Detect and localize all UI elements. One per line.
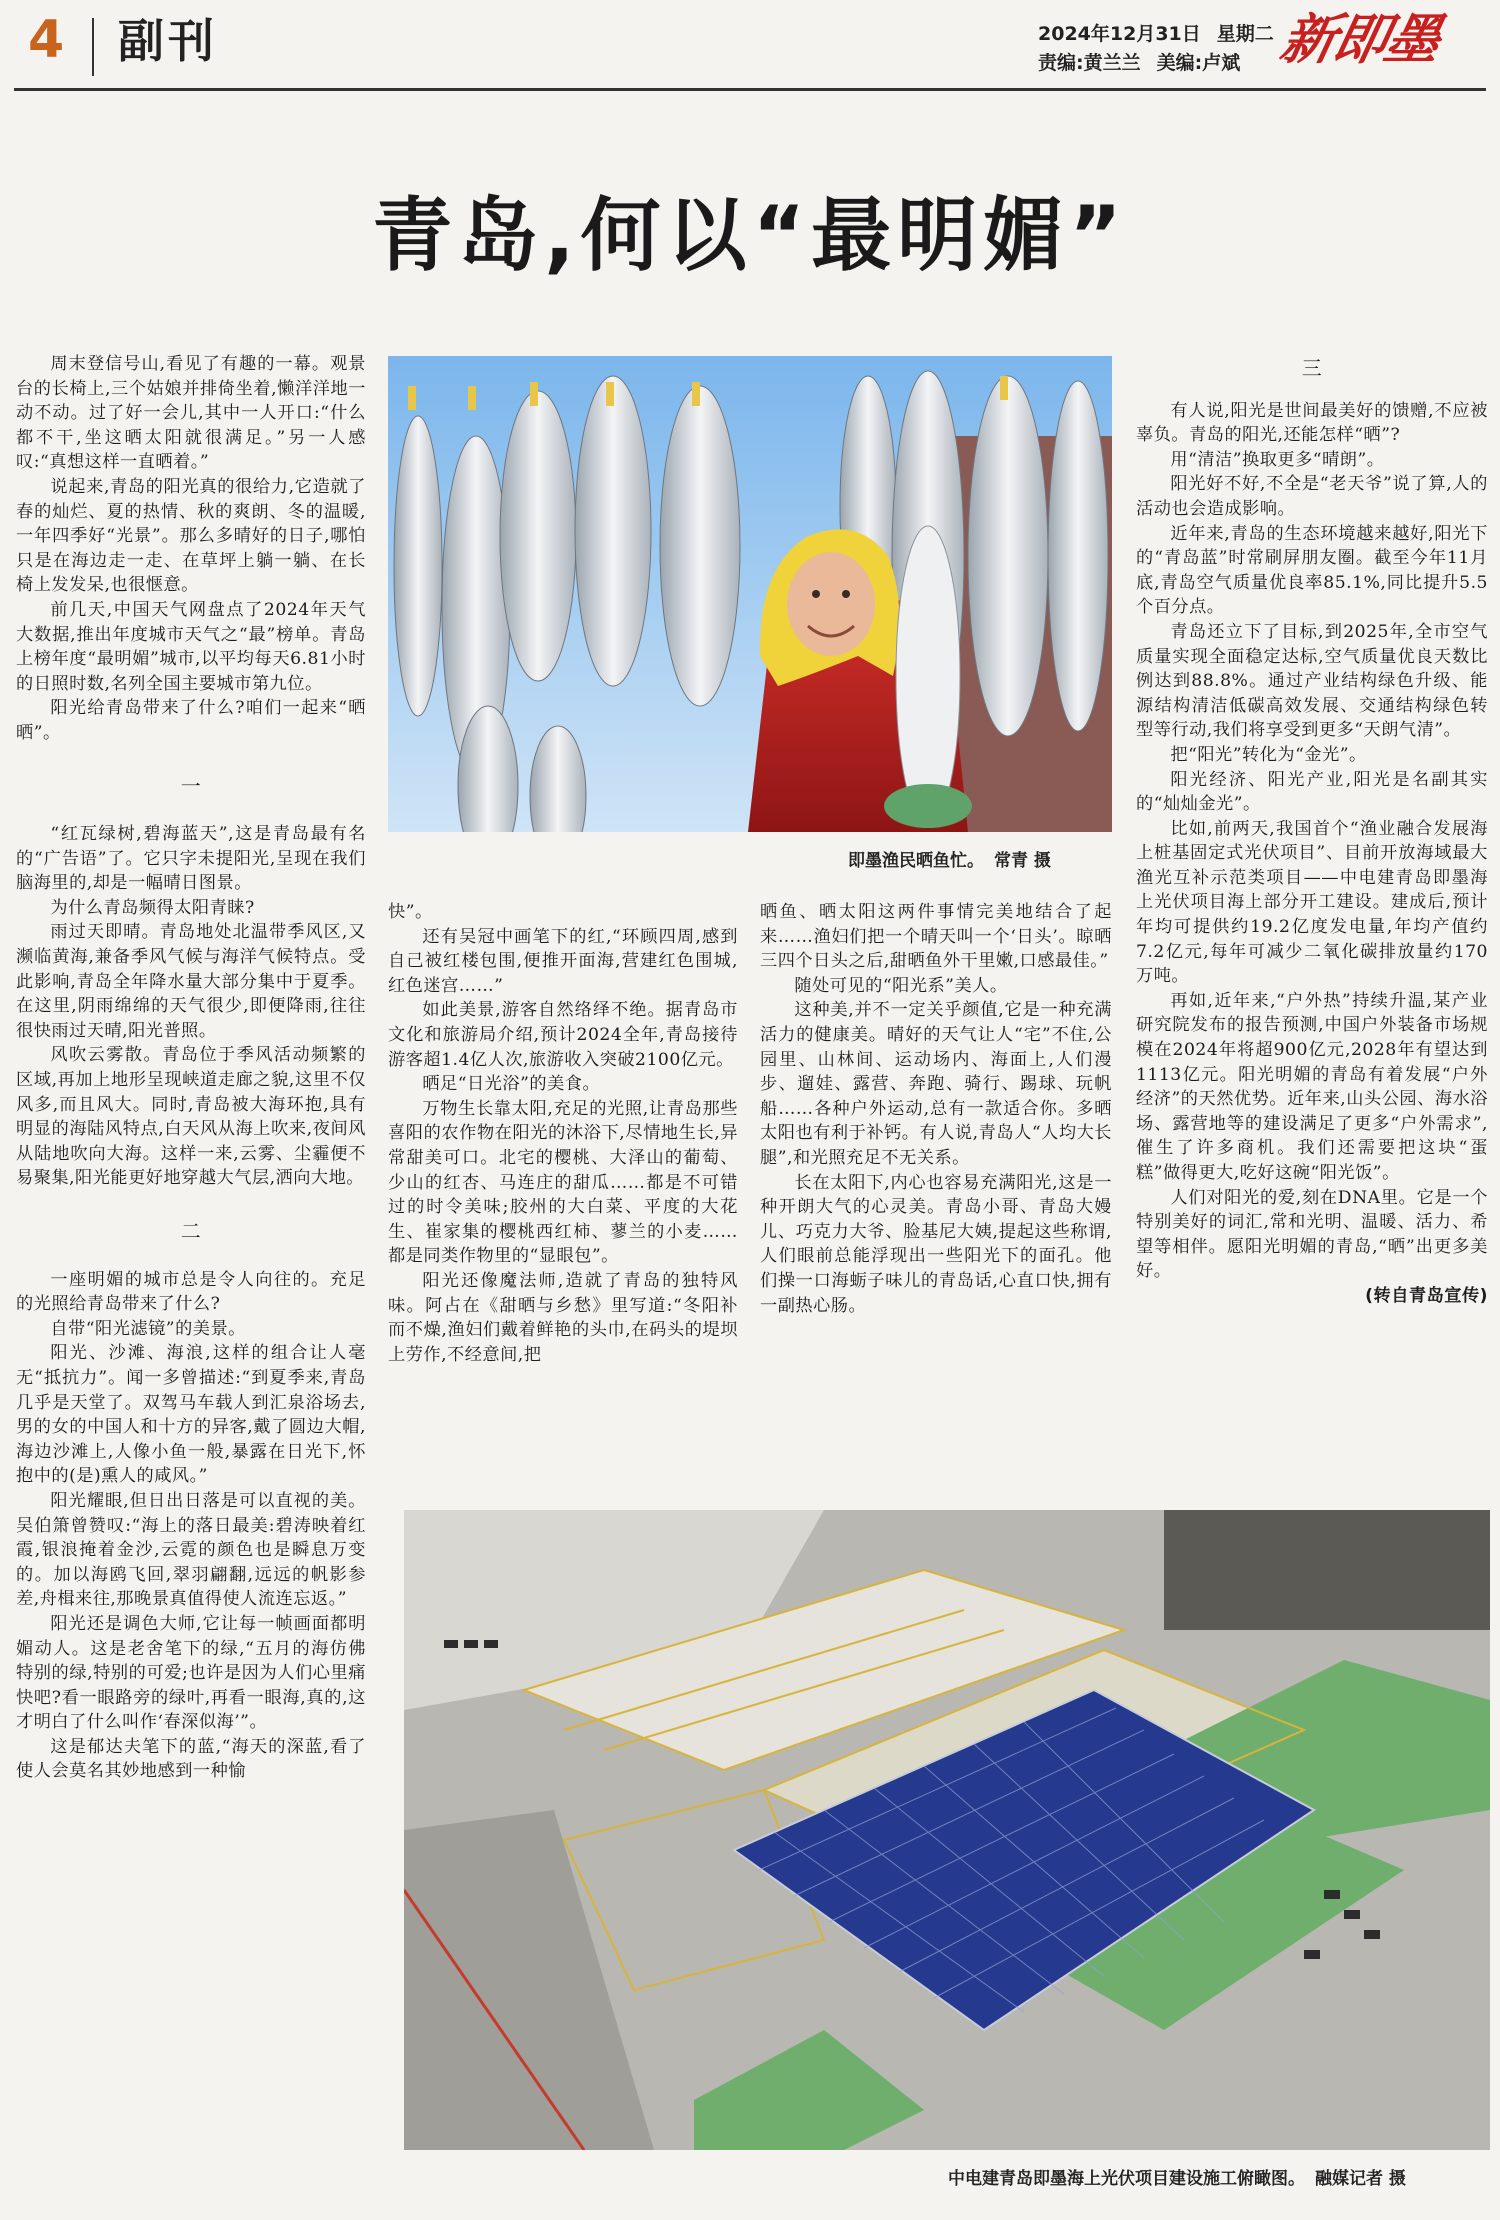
editor-credit: 责编:黄兰兰 bbox=[1038, 52, 1141, 74]
solar-aerial-image bbox=[404, 1510, 1490, 2150]
article-column-4 bbox=[1136, 352, 1488, 1309]
paragraph: 阳光、沙滩、海浪,这样的组合让人毫无“抵抗力”。闻一多曾描述:“到夏季来,青岛几乎是天堂了。双驾马车载人到汇泉浴场去,男的女的中国人和十方的异客,戴了圆边大帽,海边沙滩上,人像小鱼一般,暴露在日光下,怀抱中的(是)熏人的咸风。” bbox=[16, 1343, 366, 1487]
photo2-photographer: 融媒记者 摄 bbox=[1315, 2169, 1406, 2189]
paragraph: 快”。 bbox=[388, 902, 433, 922]
photo2-caption-text: 中电建青岛即墨海上光伏项目建设施工俯瞰图。 bbox=[948, 2169, 1305, 2189]
paragraph: “红瓦绿树,碧海蓝天”,这是青岛最有名的“广告语”了。它只字未提阳光,呈现在我们脑海里的,却是一幅晴日图景。 bbox=[16, 824, 366, 894]
paragraph: 自带“阳光滤镜”的美景。 bbox=[50, 1318, 246, 1339]
paragraph: 万物生长靠太阳,充足的光照,让青岛那些喜阳的农作物在阳光的沐浴下,尽情地生长,异常甜美可口。北宅的樱桃、大泽山的葡萄、少山的红杏、马连庄的甜瓜……都是不可错过的时令美味;胶州的大白菜、平度的大花生、崔家集的樱桃西红柿、蓼兰的小麦……都是同类作物里的“显眼包”。 bbox=[388, 1098, 738, 1267]
header-divider bbox=[92, 18, 94, 76]
paragraph: 这种美,并不一定关乎颜值,它是一种充满活力的健康美。晴好的天气让人“宅”不住,公园里、山林间、运动场内、海面上,人们漫步、遛娃、露营、奔跑、骑行、踢球、玩帆船……各种户外运动,总有一款适合你。多晒太阳也有利于补钙。有人说,青岛人“人均大长腿”,和光照充足不无关系。 bbox=[760, 1000, 1112, 1168]
issue-weekday: 星期二 bbox=[1216, 23, 1274, 45]
masthead-logo: 新即墨 bbox=[1275, 7, 1445, 71]
paragraph: 晒鱼、晒太阳这两件事情完美地结合了起来……渔妇们把一个晴天叫一个‘日头’。晾晒三四个日头之后,甜晒鱼外干里嫩,口感最佳。” bbox=[760, 902, 1112, 972]
page-number: 4 bbox=[28, 10, 65, 70]
issue-date: 2024年12月31日 bbox=[1038, 23, 1201, 45]
fish-drying-image bbox=[388, 356, 1112, 832]
solar-project-photo bbox=[404, 1510, 1490, 2150]
section-name: 副刊 bbox=[118, 14, 218, 68]
paragraph: 长在太阳下,内心也容易充满阳光,这是一种开朗大气的心灵美。青岛小哥、青岛大嫚儿、巧克力大爷、脸基尼大姨,提起这些称谓,人们眼前总能浮现出一些阳光下的面孔。他们操一口海蛎子味儿的青岛话,心直口快,拥有一副热心肠。 bbox=[760, 1172, 1112, 1316]
paragraph: 近年来,青岛的生态环境越来越好,阳光下的“青岛蓝”时常刷屏朋友圈。截至今年11月底,青岛空气质量优良率85.1%,同比提升5.5个百分点。 bbox=[1136, 523, 1488, 618]
section-heading-3: 三 bbox=[1301, 356, 1323, 380]
paragraph: 说起来,青岛的阳光真的很给力,它造就了春的灿烂、夏的热情、秋的爽朗、冬的温暖,一年四季好“光景”。那么多晴好的日子,哪怕只是在海边走一走、在草坪上躺一躺、在长椅上发发呆,也很惬意。 bbox=[16, 476, 366, 596]
paragraph: 阳光耀眼,但日出日落是可以直视的美。吴伯箫曾赞叹:“海上的落日最美:碧涛映着红霞,银浪掩着金沙,云霓的颜色也是瞬息万变的。加以海鸥飞回,翠羽翩翻,远远的帆影参差,舟楫来往,那晚景真值得使人流连忘返。” bbox=[16, 1490, 366, 1610]
paragraph: 雨过天即晴。青岛地处北温带季风区,又濒临黄海,兼备季风气候与海洋气候特点。受此影响,青岛全年降水量大部分集中于夏季。在这里,阴雨绵绵的天气很少,即便降雨,往往很快雨过天晴,阳光普照。 bbox=[16, 922, 366, 1041]
fish-drying-photo bbox=[388, 356, 1112, 832]
paragraph: 阳光给青岛带来了什么?咱们一起来“晒晒”。 bbox=[16, 698, 366, 743]
photo1-photographer: 常青 摄 bbox=[994, 851, 1051, 871]
paragraph: 晒足“日光浴”的美食。 bbox=[422, 1074, 601, 1095]
paragraph: 一座明媚的城市总是令人向往的。充足的光照给青岛带来了什么? bbox=[16, 1269, 366, 1315]
paragraph: 为什么青岛频得太阳青睐? bbox=[50, 897, 255, 918]
paragraph: 前几天,中国天气网盘点了2024年天气大数据,推出年度城市天气之“最”榜单。青岛上榜年度“最明媚”城市,以平均每天6.81小时的日照时数,名列全国主要城市第九位。 bbox=[16, 599, 366, 694]
paragraph: 阳光还是调色大师,它让每一帧画面都明媚动人。这是老舍笔下的绿,“五月的海仿佛特别的绿,特别的可爱;也许是因为人们心里痛快吧?看一眼路旁的绿叶,再看一眼海,真的,这才明白了什么叫作‘春深似海’”。 bbox=[16, 1613, 366, 1733]
paragraph: 青岛还立下了目标,到2025年,全市空气质量实现全面稳定达标,空气质量优良天数比例达到88.8%。通过产业结构绿色升级、能源结构清洁低碳高效发展、交通结构绿色转型等行动,我们将享受到更多“天朗气清”。 bbox=[1136, 621, 1488, 741]
paragraph: 再如,近年来,“户外热”持续升温,某产业研究院发布的报告预测,中国户外装备市场规模在2024年将超900亿元,2028年有望达到1113亿元。阳光明媚的青岛有着发展“户外经济”的天然优势。近年来,山头公园、海水浴场、露营地等的建设满足了更多“户外需求”,催生了许多商机。我们还需要把这块“蛋糕”做得更大,吃好这碗“阳光饭”。 bbox=[1136, 990, 1488, 1183]
article-column-2 bbox=[388, 900, 738, 1367]
paragraph: 人们对阳光的爱,刻在DNA里。它是一个特别美好的词汇,常和光明、温暖、活力、希望等相伴。愿阳光明媚的青岛,“晒”出更多美好。 bbox=[1136, 1187, 1488, 1282]
paragraph: 如此美景,游客自然络绎不绝。据青岛市文化和旅游局介绍,预计2024全年,青岛接待游客超1.4亿人次,旅游收入突破2100亿元。 bbox=[388, 1000, 738, 1070]
paragraph: 阳光经济、阳光产业,阳光是名副其实的“灿灿金光”。 bbox=[1136, 769, 1488, 815]
paragraph: 阳光还像魔法师,造就了青岛的独特风味。阿占在《甜晒与乡愁》里写道:“冬阳补而不燥,渔妇们戴着鲜艳的头巾,在码头的堤坝上劳作,不经意间,把 bbox=[388, 1270, 738, 1365]
section-heading-2: 二 bbox=[180, 1219, 202, 1243]
photo1-caption-text: 即墨渔民晒鱼忙。 bbox=[848, 851, 984, 871]
paragraph: 比如,前两天,我国首个“渔业融合发展海上桩基固定式光伏项目”、目前开放海域最大渔光互补示范类项目——中电建青岛即墨海上光伏项目海上部分开工建设。建成后,预计年均可提供约19.2亿度发电量,年均产值约7.2亿元,每年可减少二氧化碳排放量约170万吨。 bbox=[1136, 818, 1488, 987]
paragraph: 有人说,阳光是世间最美好的馈赠,不应被辜负。青岛的阳光,还能怎样“晒”? bbox=[1136, 400, 1488, 446]
photo2-caption bbox=[948, 2164, 1406, 2189]
paragraph: 把“阳光”转化为“金光”。 bbox=[1170, 744, 1367, 765]
header-rule bbox=[14, 88, 1486, 91]
photo1-caption bbox=[848, 846, 1051, 871]
paragraph: 还有吴冠中画笔下的红,“环顾四周,感到自己被红楼包围,便推开面海,营建红色围城,红色迷宫……” bbox=[388, 926, 738, 996]
article-headline: 青岛,何以“最明媚” bbox=[372, 189, 1128, 282]
paragraph: 周末登信号山,看见了有趣的一幕。观景台的长椅上,三个姑娘并排倚坐着,懒洋洋地一动不动。过了好一会儿,其中一人开口:“什么都不干,坐这晒太阳就很满足。”另一人感叹:“真想这样一直晒着。” bbox=[16, 354, 366, 473]
paragraph: 风吹云雾散。青岛位于季风活动频繁的区域,再加上地形呈现峡道走廊之貌,这里不仅风多,而且风大。同时,青岛被大海环抱,具有明显的海陆风特点,白天风从海上吹来,夜间风从陆地吹向大海。这样一来,云雾、尘霾便不易聚集,阳光能更好地穿越大气层,洒向大地。 bbox=[16, 1045, 366, 1189]
designer-credit: 美编:卢斌 bbox=[1156, 52, 1241, 74]
section-heading-1: 一 bbox=[180, 773, 202, 798]
paragraph: 随处可见的“阳光系”美人。 bbox=[794, 975, 1008, 996]
paragraph: 阳光好不好,不全是“老天爷”说了算,人的活动也会造成影响。 bbox=[1136, 474, 1488, 519]
article-column-1 bbox=[16, 352, 366, 1784]
paragraph: 这是郁达夫笔下的蓝,“海天的深蓝,看了使人会莫名其妙地感到一种愉 bbox=[16, 1736, 366, 1782]
page-header bbox=[0, 0, 1500, 96]
reprint-credit: (转自青岛宣传) bbox=[1365, 1285, 1488, 1306]
issue-meta bbox=[1038, 20, 1290, 78]
paragraph: 用“清洁”换取更多“晴朗”。 bbox=[1170, 449, 1385, 470]
article-column-3 bbox=[760, 900, 1112, 1318]
